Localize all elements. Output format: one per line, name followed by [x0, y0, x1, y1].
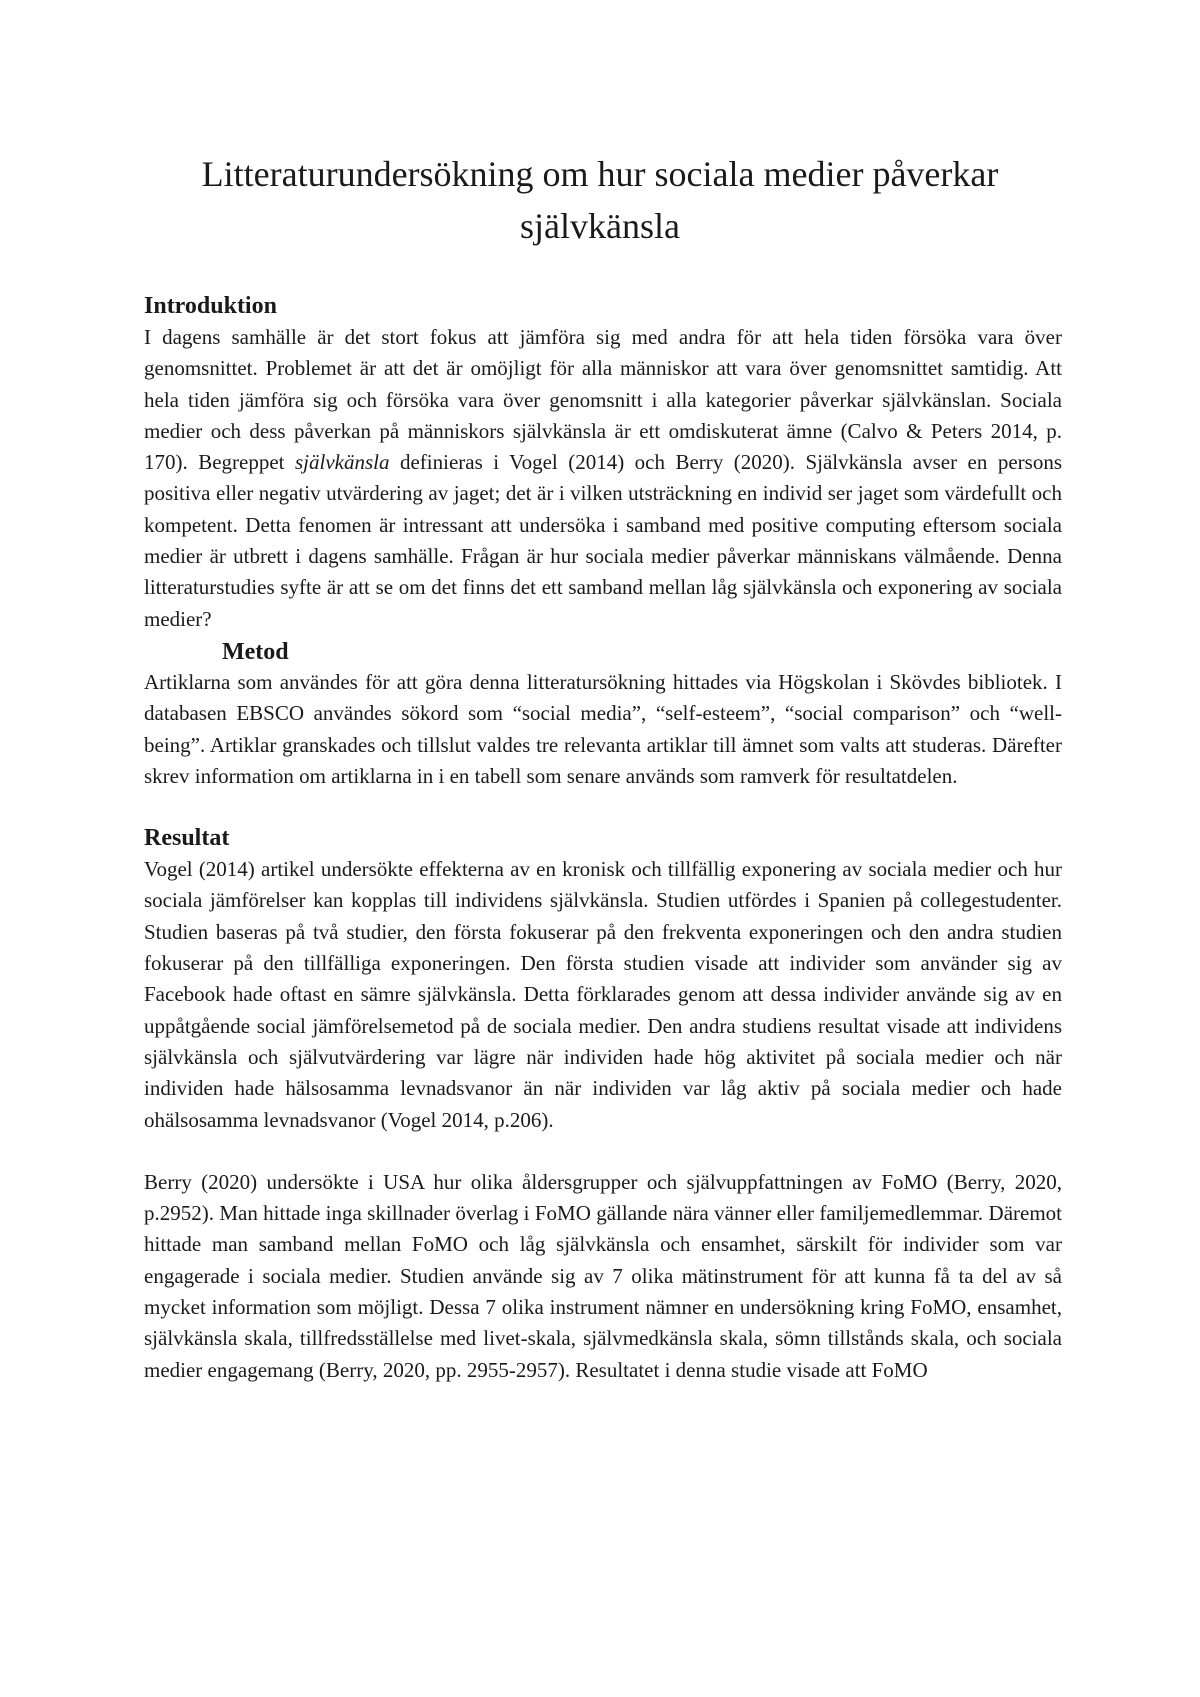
introduction-term: självkänsla	[294, 450, 390, 475]
introduction-paragraph	[144, 322, 1062, 635]
method-paragraph: Artiklarna som användes för att göra denna litteratursökning hittades via Högskolan i Skövdes bibliotek. I databasen EBSCO användes sökord som “social media”, “self-esteem”, “social comparison” och “well-being”. Artiklar granskades och tillslut valdes tre relevanta artiklar till ämnet som valts att studeras. Därefter skrev information om artiklarna in i en tabell som senare används som ramverk för resultatdelen.	[144, 669, 1062, 788]
results-section	[144, 822, 1062, 1386]
introduction-text-part-1: I dagens samhälle är det stort fokus att jämföra sig med andra för att hela tiden försöka vara över genomsnittet. Problemet är att det är omöjligt för alla människor att vara över genomsnittet samtidig. Att hela tiden jämföra sig och försöka vara över genomsnitt i alla kategorier påverkar självkänslan. Sociala medier och dess påverkan på människors självkänsla är ett omdiskuterat ämne (Calvo & Peters 2014, p. 170). Begreppet	[144, 325, 1062, 475]
document-title: Litteraturundersökning om hur sociala medier påverkar självkänsla	[201, 154, 999, 246]
method-heading: Metod	[222, 638, 289, 665]
results-paragraph-vogel: Vogel (2014) artikel undersökte effekterna av en kronisk och tillfällig exponering av sociala medier och hur sociala jämförelser kan kopplas till individens självkänsla. Studien utfördes i Spanien på collegestudenter. Studien baseras på två studier, den första fokuserar på den frekventa exponeringen och den andra studien fokuserar på den tillfälliga exponeringen. Den första studien visade att individer som använder sig av Facebook hade oftast en sämre självkänsla. Detta förklarades genom att dessa individer använde sig av en uppåtgående social jämförelsemetod på de sociala medier. Den andra studiens resultat visade att individens självkänsla och självutvärdering var lägre när individen hade hög aktivitet på sociala medier och när individen hade hälsosamma levnadsvanor än när individen var låg aktiv på sociala medier och hade ohälsosamma levnadsvanor (Vogel 2014, p.206).	[144, 857, 1062, 1132]
results-paragraph-berry: Berry (2020) undersökte i USA hur olika åldersgrupper och självuppfattningen av FoMO (Berry, 2020, p.2952). Man hittade inga skillnader överlag i FoMO gällande nära vänner eller familjemedlemmar. Däremot hittade man samband mellan FoMO och låg självkänsla och ensamhet, särskilt för individer som var engagerade i sociala medier. Studien använde sig av 7 olika mätinstrument för att kunna få ta del av så mycket information som möjligt. Dessa 7 olika instrument nämner en undersökning kring FoMO, ensamhet, självkänsla skala, tillfredsställelse med livet-skala, självmedkänsla skala, sömn tillstånds skala, och sociala medier engagemang (Berry, 2020, pp. 2955-2957). Resultatet i denna studie visade att FoMO	[144, 1169, 1062, 1382]
introduction-text-part-2: definieras i Vogel (2014) och Berry (2020). Självkänsla avser en persons positiva eller negativ utvärdering av jaget; det är i vilken utsträckning en individ ser jaget som värdefullt och kompetent. Detta fenomen är intressant att undersöka i samband med positive computing eftersom sociala medier är utbrett i dagens samhälle. Frågan är hur sociala medier påverkar människans välmående. Denna litteraturstudies syfte är att se om det finns det ett samband mellan låg självkänsla och exponering av sociala medier?	[144, 450, 1062, 631]
document-body	[144, 290, 1062, 1386]
results-heading: Resultat	[144, 825, 230, 852]
spacer	[144, 1136, 1062, 1167]
method-section	[144, 637, 1062, 792]
introduction-heading: Introduktion	[144, 293, 277, 319]
spacer	[144, 792, 1062, 822]
introduction-section	[144, 290, 1062, 635]
